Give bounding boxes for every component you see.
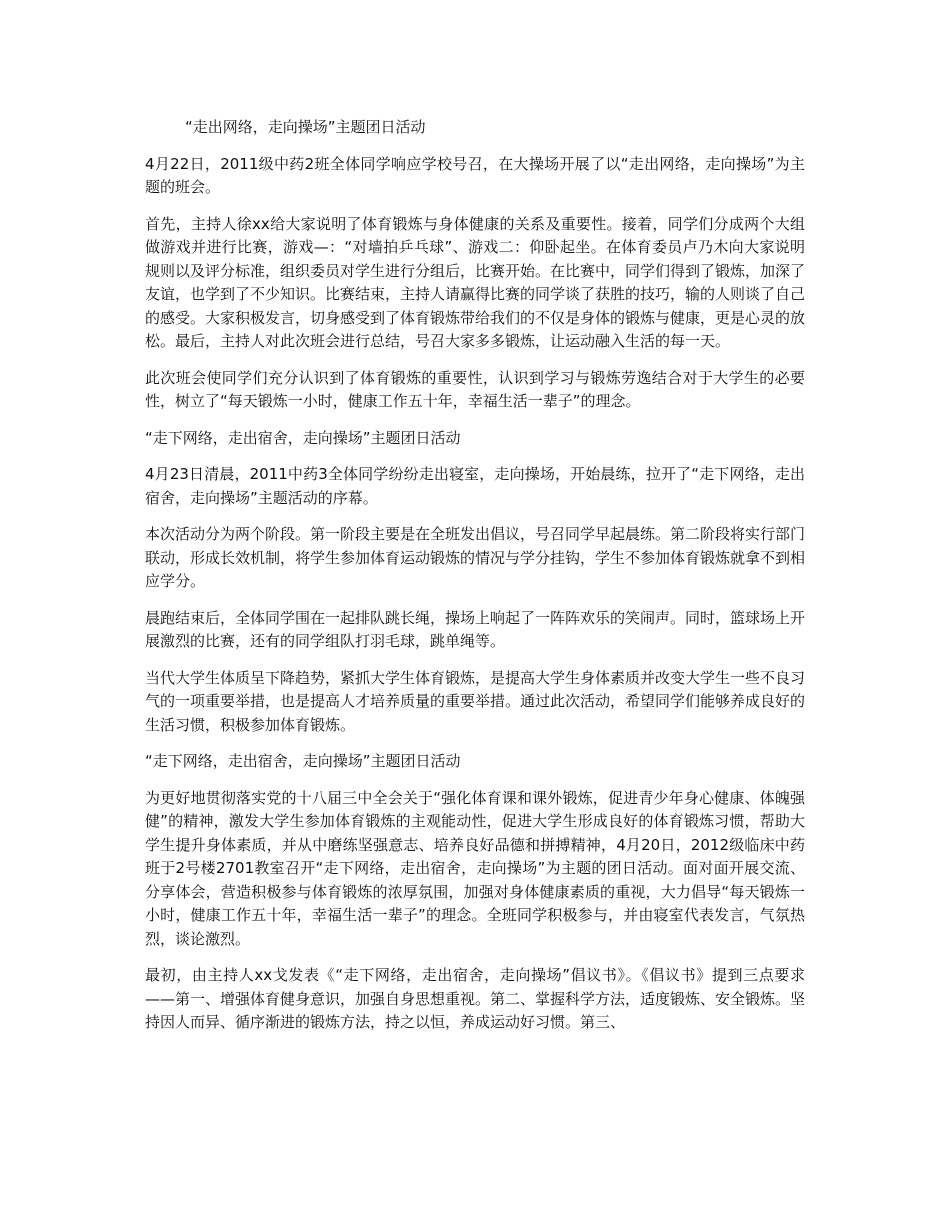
document-body: [145, 116, 805, 1048]
paragraph: 首先，主持人徐xx给大家说明了体育锻炼与身体健康的关系及重要性。接着，同学们分成两个大组做游戏并进行比赛，游戏—：“对墙拍乒乓球”、游戏二：仰卧起坐。在体育委员卢乃木向大家说明规则以及评分标准，组织委员对学生进行分组后，比赛开始。在比赛中，同学们得到了锻炼，加深了友谊，也学到了不少知识。比赛结束，主持人请赢得比赛的同学谈了获胜的技巧，输的人则谈了自己的感受。大家积极发言，切身感受到了体育锻炼带给我们的不仅是身体的锻炼与健康，更是心灵的放松。最后，主持人对此次班会进行总结，号召大家多多锻炼，让运动融入生活的每一天。: [145, 214, 806, 350]
section-title: “走下网络，走出宿舍，走向操场”主题团日活动: [145, 752, 461, 770]
paragraph: 本次活动分为两个阶段。第一阶段主要是在全班发出倡议，号召同学早起晨练。第二阶段将实行部门联动，形成长效机制，将学生参加体育运动锻炼的情况与学分挂钩，学生不参加体育锻炼就拿不到相应学分。: [145, 525, 806, 590]
paragraph: 4月22日，2011级中药2班全体同学响应学校号召，在大操场开展了以“走出网络，走向操场”为主题的班会。: [145, 154, 805, 196]
section-title: “走出网络，走向操场”主题团日活动: [185, 118, 426, 136]
paragraph: 晨跑结束后，全体同学围在一起排队跳长绳，操场上响起了一阵阵欢乐的笑闹声。同时，篮球场上开展激烈的比赛，还有的同学组队打羽毛球，跳单绳等。: [145, 608, 806, 650]
paragraph: 此次班会使同学们充分认识到了体育锻炼的重要性，认识到学习与锻炼劳逸结合对于大学生的必要性，树立了“每天锻炼一小时，健康工作五十年，幸福生活一辈子”的理念。: [145, 368, 805, 410]
paragraph: 4月23日清晨，2011中药3全体同学纷纷走出寝室，走向操场，开始晨练，拉开了“走下网络，走出宿舍，走向操场”主题活动的序幕。: [145, 465, 805, 507]
paragraph: 最初，由主持人xx戈发表《“走下网络，走出宿舍，走向操场”倡议书》。《倡议书》提到三点要求——第一、增强体育健身意识，加强自身思想重视。第二、掌握科学方法，适度锻炼、安全锻炼。坚持因人而异、循序渐进的锻炼方法，持之以恒，养成运动好习惯。第三、: [145, 966, 806, 1031]
section-title: “走下网络，走出宿舍，走向操场”主题团日活动: [145, 428, 461, 447]
paragraph: 为更好地贯彻落实党的十八届三中全会关于“强化体育课和课外锻炼，促进青少年身心健康、体魄强健”的精神，激发大学生参加体育锻炼的主观能动性，促进大学生形成良好的体育锻炼习惯，帮助大学生提升身体素质，并从中磨练坚强意志、培养良好品德和拼搏精神，4月20日，2012级临床中药班于2号楼2701教室召开“走下网络，走出宿舍，走向操场”为主题的团日活动。面对面开展交流、分享体会，营造积极参与体育锻炼的浓厚氛围，加强对身体健康素质的重视，大力倡导“每天锻炼一小时，健康工作五十年，幸福生活一辈子”的理念。全班同学积极参与，并由寝室代表发言，气氛热烈，谈论激烈。: [145, 788, 805, 948]
paragraph: 当代大学生体质呈下降趋势，紧抓大学生体育锻炼，是提高大学生身体素质并改变大学生一些不良习气的一项重要举措，也是提高人才培养质量的重要举措。通过此次活动，希望同学们能够养成良好的生活习惯，积极参加体育锻炼。: [145, 668, 806, 734]
